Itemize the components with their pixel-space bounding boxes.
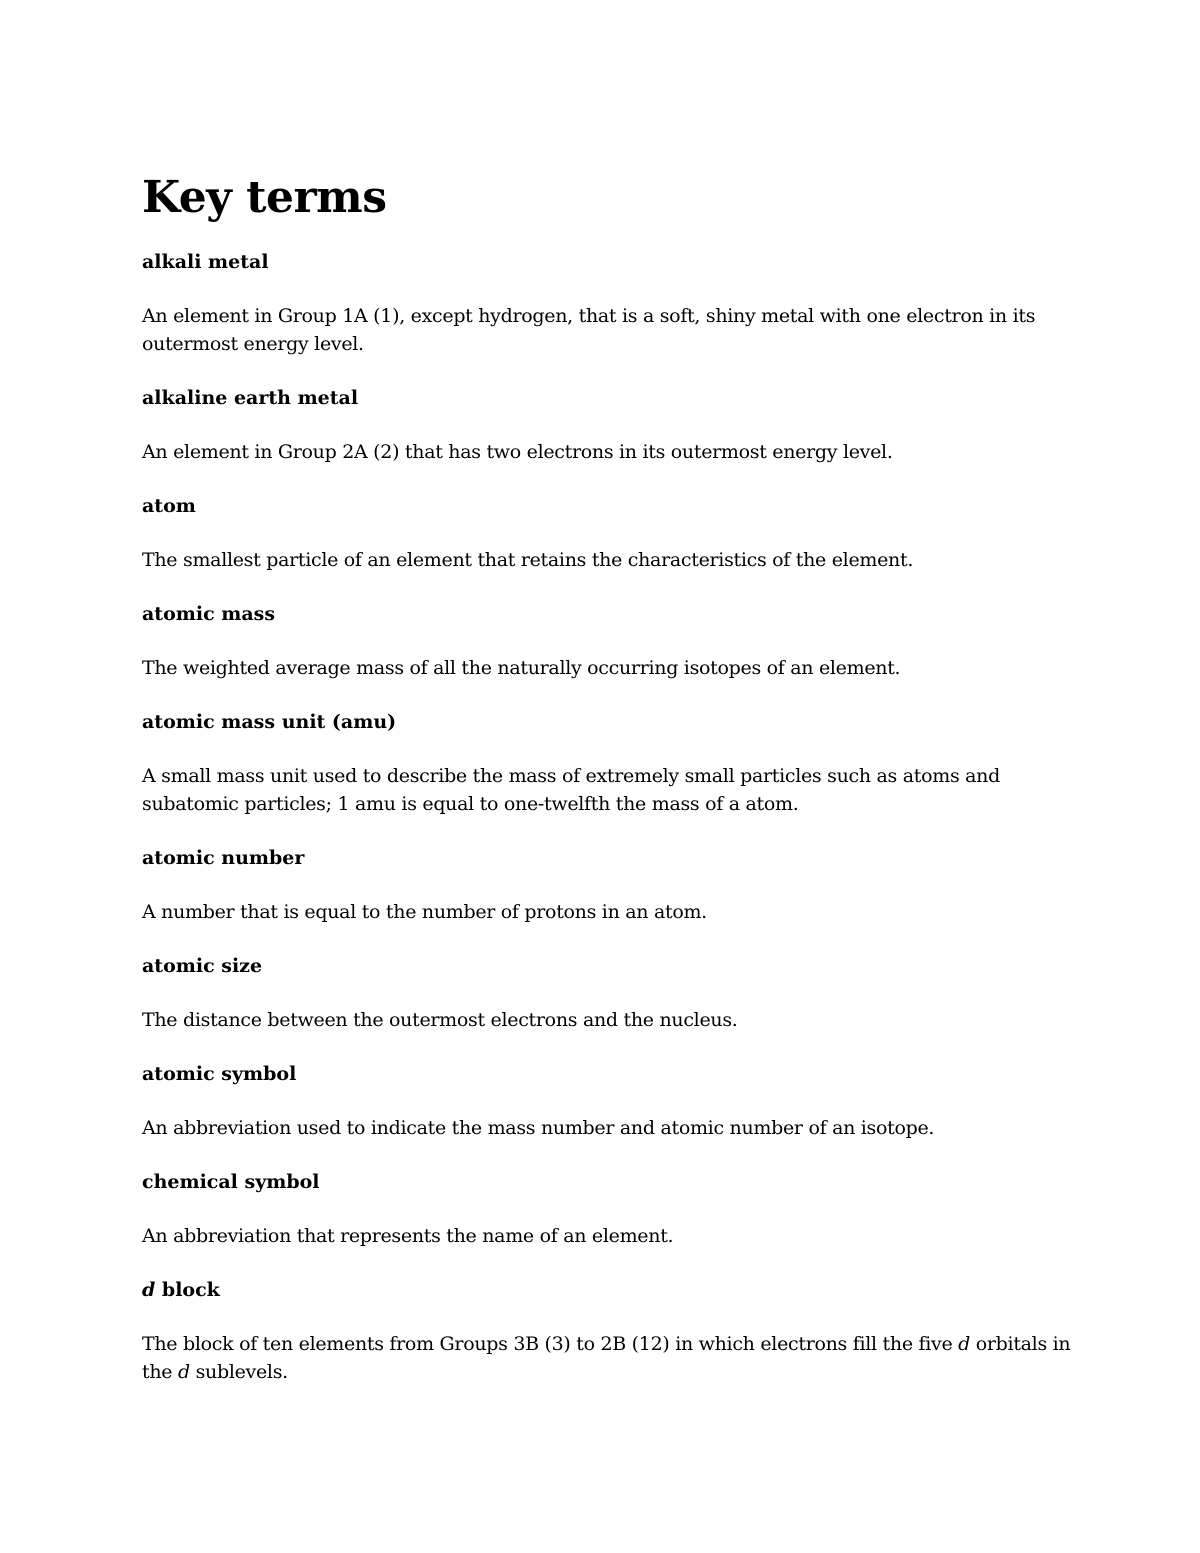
- definition-atom: The smallest particle of an element that retains the characteristics of the element.: [142, 549, 914, 571]
- definition-alkali-metal: An element in Group 1A (1), except hydrogen, that is a soft, shiny metal with one electron in its outermost energy level.: [142, 305, 1036, 355]
- term-atomic-mass-unit: atomic mass unit (amu): [142, 711, 397, 733]
- term-d-block: [142, 1276, 1082, 1304]
- term-atom: atom: [142, 495, 196, 517]
- term-d-block-italic: d: [142, 1279, 156, 1301]
- definition-d-block-italic2: d: [177, 1361, 190, 1383]
- definition-d-block-part1: The block of ten elements from Groups 3B (3) to 2B (12) in which electrons fill the five: [142, 1333, 959, 1355]
- term-atomic-mass: atomic mass: [142, 603, 276, 625]
- definition-atomic-symbol: An abbreviation used to indicate the mass number and atomic number of an isotope.: [142, 1117, 935, 1139]
- term-atomic-symbol: atomic symbol: [142, 1063, 297, 1085]
- definition-chemical-symbol: An abbreviation that represents the name of an element.: [142, 1225, 674, 1247]
- definition-d-block-italic1: d: [958, 1333, 971, 1355]
- term-chemical-symbol: chemical symbol: [142, 1171, 320, 1193]
- term-alkaline-earth-metal: alkaline earth metal: [142, 387, 359, 409]
- definition-d-block-part2: orbitals in the: [142, 1333, 1071, 1383]
- definition-atomic-mass: The weighted average mass of all the naturally occurring isotopes of an element.: [142, 657, 901, 679]
- definition-d-block: [142, 1330, 1082, 1386]
- document-content: [142, 168, 1082, 1412]
- definition-alkaline-earth-metal: An element in Group 2A (2) that has two electrons in its outermost energy level.: [142, 441, 893, 463]
- term-alkali-metal: alkali metal: [142, 251, 269, 273]
- term-atomic-number: atomic number: [142, 847, 305, 869]
- definition-d-block-part3: sublevels.: [189, 1361, 288, 1383]
- definition-atomic-mass-unit: A small mass unit used to describe the mass of extremely small particles such as atoms and subatomic particles; 1 amu is equal to one-twelfth the mass of a atom.: [142, 765, 1000, 815]
- term-d-block-rest: block: [155, 1279, 220, 1301]
- definition-atomic-size: The distance between the outermost electrons and the nucleus.: [142, 1009, 738, 1031]
- term-atomic-size: atomic size: [142, 955, 263, 977]
- definition-atomic-number: A number that is equal to the number of protons in an atom.: [142, 901, 707, 923]
- page-title: Key terms: [142, 172, 387, 223]
